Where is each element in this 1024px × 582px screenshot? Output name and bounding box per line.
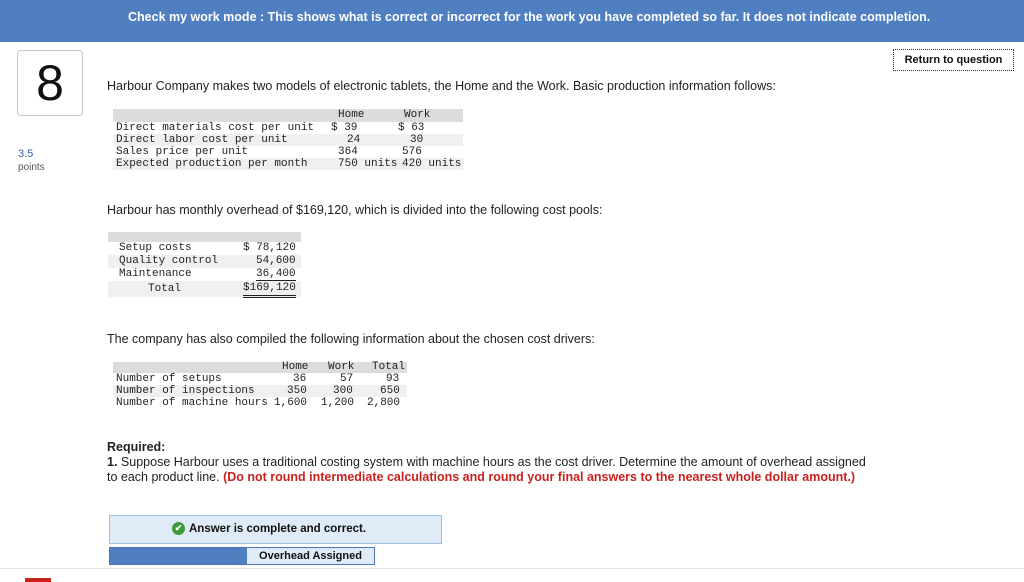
table-row (113, 146, 463, 158)
table-row (113, 122, 463, 134)
check-circle-icon: ✔ (172, 522, 185, 535)
answer-status-text: Answer is complete and correct. (189, 523, 367, 535)
home-value: 24 (347, 134, 361, 146)
total-value: 93 (386, 373, 400, 385)
home-value: 36 (293, 373, 307, 385)
requirement-number: 1. (107, 455, 118, 469)
row-label: Number of machine hours (116, 397, 268, 409)
drivers-intro-text: The company has also compiled the following information about the chosen cost drivers: (107, 332, 595, 346)
table-row (108, 255, 301, 268)
table-row (113, 385, 407, 397)
required-section (107, 440, 867, 485)
total-value: $169,120 (243, 281, 296, 298)
work-value: 1,200 (321, 397, 355, 409)
row-label: Number of inspections (116, 385, 255, 397)
pool-label: Maintenance (119, 268, 192, 280)
column-header-work: Work (328, 361, 355, 373)
drivers-table-header (113, 362, 407, 373)
work-value: 420 units (402, 158, 462, 170)
row-label: Number of setups (116, 373, 222, 385)
row-label: Sales price per unit (116, 146, 249, 158)
home-value: 1,600 (274, 397, 308, 409)
work-value: 57 (340, 373, 354, 385)
cost-drivers-table (113, 362, 407, 409)
table-row (113, 397, 407, 409)
pool-label: Quality control (119, 255, 219, 267)
table-row (113, 158, 463, 170)
column-header-home: Home (282, 361, 309, 373)
table-row (108, 242, 301, 255)
row-label: Direct materials cost per unit (116, 122, 315, 134)
required-body (107, 455, 867, 485)
production-table-header (113, 109, 463, 122)
total-row (108, 281, 301, 297)
overhead-assigned-table-header (109, 547, 375, 565)
work-value: 576 (402, 146, 422, 158)
pool-label: Setup costs (119, 242, 192, 254)
required-heading: Required: (107, 440, 166, 454)
cost-pools-table (108, 232, 301, 297)
intro-text: Harbour Company makes two models of electronic tablets, the Home and the Work. Basic production information follows: (107, 79, 776, 93)
pool-value: $ 78,120 (243, 242, 296, 254)
home-value: 364 (338, 146, 358, 158)
return-to-question-button[interactable]: Return to question (893, 49, 1014, 71)
overhead-assigned-header: Overhead Assigned (247, 548, 374, 564)
bottom-divider (0, 568, 1024, 569)
points-value: 3.5 (18, 148, 34, 160)
pool-value: 36,400 (256, 268, 296, 280)
requirement-text: Suppose Harbour uses a traditional costing system with machine hours as the cost driver. Determine the amount of overhead assigned to each product line. (107, 455, 866, 484)
overhead-intro-text: Harbour has monthly overhead of $169,120, which is divided into the following cost pools: (107, 203, 603, 217)
bottom-marker (25, 578, 51, 582)
table-row (113, 134, 463, 146)
work-value: 30 (410, 134, 424, 146)
total-value: 650 (380, 385, 400, 397)
work-value: $ 63 (398, 122, 425, 134)
check-my-work-banner: Check my work mode : This shows what is correct or incorrect for the work you have completed so far. It does not indicate completion. (0, 0, 1024, 42)
row-label: Direct labor cost per unit (116, 134, 288, 146)
points-label: points (18, 162, 45, 173)
table-row (113, 373, 407, 385)
row-label: Expected production per month (116, 158, 308, 170)
work-value: 300 (333, 385, 353, 397)
home-value: $ 39 (331, 122, 358, 134)
table-row (108, 268, 301, 281)
pool-value: 54,600 (256, 255, 296, 267)
total-label: Total (148, 283, 182, 295)
home-value: 350 (287, 385, 307, 397)
question-number: 8 (17, 50, 83, 116)
rounding-instruction: (Do not round intermediate calculations and round your final answers to the nearest whole dollar amount.) (223, 470, 856, 484)
answer-status-box (109, 515, 442, 544)
cost-pools-header (108, 232, 301, 242)
production-table (113, 109, 463, 170)
home-value: 750 units (338, 158, 398, 170)
column-header-work: Work (404, 109, 431, 121)
column-header-total: Total (372, 361, 406, 373)
total-value: 2,800 (367, 397, 401, 409)
column-header-home: Home (338, 109, 365, 121)
